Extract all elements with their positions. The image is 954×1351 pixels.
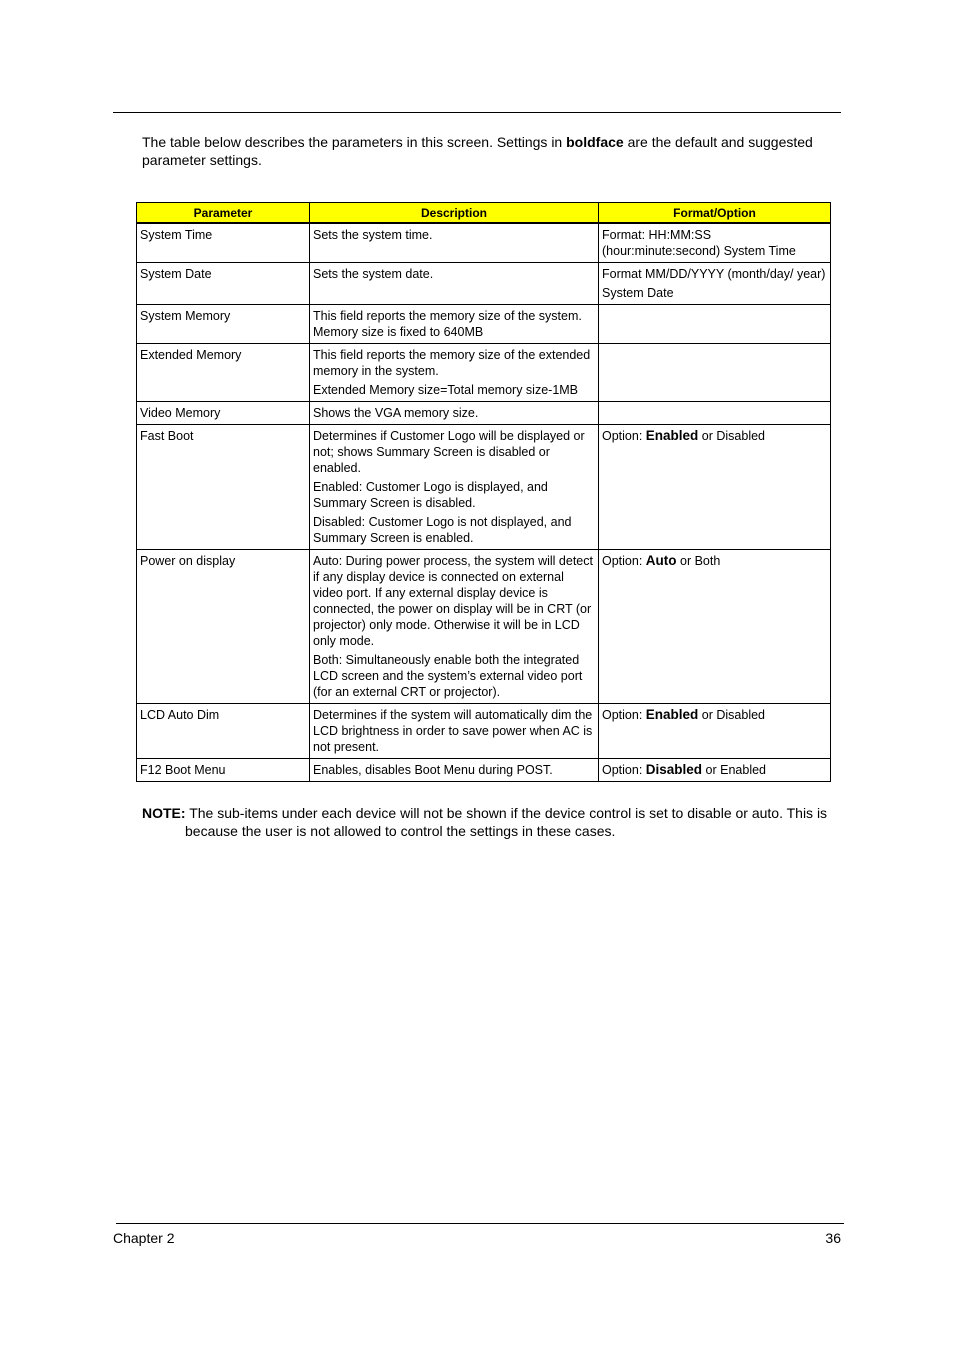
description-cell: [310, 759, 599, 782]
format-option-cell: [599, 223, 831, 263]
format-paragraph: System Date: [602, 286, 674, 300]
parameter-cell: Fast Boot: [137, 425, 310, 550]
table-row: [137, 425, 831, 550]
parameter-table: [136, 202, 831, 782]
description-paragraph: Extended Memory size=Total memory size-1MB: [313, 383, 579, 397]
intro-paragraph: The table below describes the parameters in this screen. Settings in boldface are the default and suggested parameter settings.: [142, 134, 813, 168]
description-cell: [310, 704, 599, 759]
option-text: Option: Enabled or Disabled: [602, 428, 765, 443]
description-paragraph: Both: Simultaneously enable both the integrated LCD screen and the system’s external video port (for an external CRT or projector).: [313, 653, 583, 699]
format-paragraph: Format: HH:MM:SS (hour:minute:second) System Time: [602, 228, 796, 258]
format-option-cell: [599, 759, 831, 782]
format-paragraph: Format MM/DD/YYYY (month/day/ year): [602, 267, 826, 281]
footer-chapter: Chapter 2: [113, 1230, 175, 1246]
option-text: Option: Disabled or Enabled: [602, 762, 766, 777]
option-text: Option: Auto or Both: [602, 553, 721, 568]
description-paragraph: Sets the system date.: [313, 267, 434, 281]
format-option-cell: [599, 402, 831, 425]
default-option: Auto: [645, 553, 677, 568]
description-paragraph: Disabled: Customer Logo is not displayed, and Summary Screen is enabled.: [313, 515, 572, 545]
header-format-option: Format/Option: [599, 203, 831, 224]
description-paragraph: Determines if the system will automatically dim the LCD brightness in order to save power when AC is not present.: [313, 708, 593, 754]
description-paragraph: Determines if Customer Logo will be displayed or not; shows Summary Screen is disabled or enabled.: [313, 429, 585, 475]
parameter-cell: Power on display: [137, 550, 310, 704]
description-paragraph: Enables, disables Boot Menu during POST.: [313, 763, 553, 777]
default-option: Disabled: [645, 762, 703, 777]
description-cell: [310, 344, 599, 402]
note-label: NOTE:: [142, 805, 186, 821]
description-cell: [310, 550, 599, 704]
format-option-cell: [599, 425, 831, 550]
header-rule: [113, 112, 841, 113]
format-option-cell: [599, 344, 831, 402]
table-row: [137, 759, 831, 782]
parameter-cell: System Time: [137, 223, 310, 263]
table-row: [137, 305, 831, 344]
description-cell: [310, 223, 599, 263]
table-row: [137, 223, 831, 263]
description-cell: [310, 425, 599, 550]
footer-rule: [116, 1223, 844, 1224]
table-row: [137, 704, 831, 759]
footer-page-number: 36: [825, 1230, 841, 1246]
parameter-cell: Extended Memory: [137, 344, 310, 402]
description-paragraph: Sets the system time.: [313, 228, 433, 242]
table-row: [137, 402, 831, 425]
note-text: The sub-items under each device will not be shown if the device control is set to disable or auto. This is because the user is not allowed to control the settings in these cases.: [185, 805, 828, 839]
intro-bold-word: boldface: [566, 134, 624, 150]
default-option: Enabled: [645, 707, 699, 722]
parameter-cell: F12 Boot Menu: [137, 759, 310, 782]
parameter-cell: System Date: [137, 263, 310, 305]
parameter-cell: LCD Auto Dim: [137, 704, 310, 759]
format-option-cell: [599, 305, 831, 344]
parameter-cell: Video Memory: [137, 402, 310, 425]
description-paragraph: Auto: During power process, the system will detect if any display device is connected on external video port. If any external display device is connected, the power on display will be in CRT (or projector) only mode. Otherwise it will be in LCD only mode.: [313, 554, 593, 648]
parameter-cell: System Memory: [137, 305, 310, 344]
option-text: Option: Enabled or Disabled: [602, 707, 765, 722]
description-cell: [310, 305, 599, 344]
table-row: [137, 344, 831, 402]
note-paragraph: [142, 804, 842, 840]
description-paragraph: Shows the VGA memory size.: [313, 406, 479, 420]
default-option: Enabled: [645, 428, 699, 443]
header-description: Description: [310, 203, 599, 224]
format-option-cell: [599, 550, 831, 704]
table-row: [137, 263, 831, 305]
description-paragraph: This field reports the memory size of the system. Memory size is fixed to 640MB: [313, 309, 582, 339]
table-row: [137, 550, 831, 704]
description-cell: [310, 263, 599, 305]
description-cell: [310, 402, 599, 425]
table-header-row: [137, 203, 831, 224]
format-option-cell: [599, 704, 831, 759]
description-paragraph: This field reports the memory size of the extended memory in the system.: [313, 348, 591, 378]
description-paragraph: Enabled: Customer Logo is displayed, and Summary Screen is disabled.: [313, 480, 548, 510]
header-parameter: Parameter: [137, 203, 310, 224]
format-option-cell: [599, 263, 831, 305]
